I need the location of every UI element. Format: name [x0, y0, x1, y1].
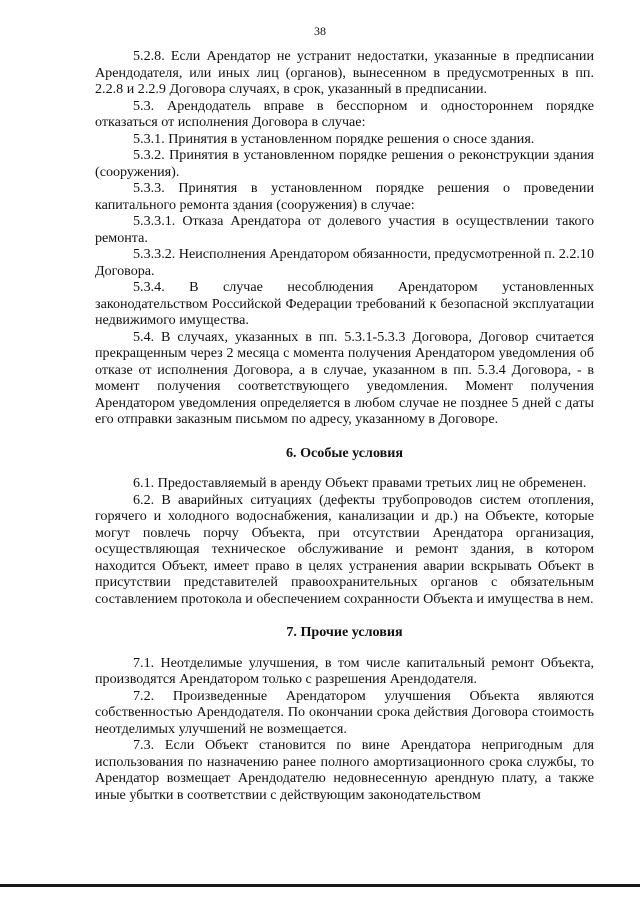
paragraph-6-1: 6.1. Предоставляемый в аренду Объект правами третьих лиц не обременен. — [133, 475, 587, 491]
paragraph-7-1: 7.1. Неотделимые улучшения, в том числе капитальный ремонт Объекта, производятся Арендатором только с разрешения Арендодателя. — [95, 654, 594, 687]
paragraph-5-4: 5.4. В случаях, указанных в пп. 5.3.1-5.3.3 Договора, Договор считается прекращенным через 2 месяца с момента получения Арендатором уведомления об отказе от исполнения Договора, а в случае, указанном в пп. 5.3.4 Договора, - в момент получения соответствующего уведомления. Момент получения Арендатором уведомления определяется в любом случае не позднее 5 дней с даты его отправки заказным письмом по адресу, указанному в Договоре. — [95, 328, 594, 427]
page-number: 38 — [314, 24, 326, 38]
paragraph-7-3: 7.3. Если Объект становится по вине Арендатора непригодным для использования по назначению ранее полного амортизационного срока службы, то Арендатор возмещает Арендодателю недовнесенную арендную плату, а также иные убытки в соответствии с действующим законодательством — [95, 737, 594, 803]
paragraph-5-3-3: 5.3.3. Принятия в установленном порядке решения о проведении капитального ремонта здания (сооружения) в случае: — [95, 180, 594, 213]
paragraph-5-3: 5.3. Арендодатель вправе в бесспорном и одностороннем порядке отказаться от исполнения Договора в случае: — [95, 97, 594, 130]
paragraph-5-3-2: 5.3.2. Принятия в установленном порядке решения о реконструкции здания (сооружения). — [95, 147, 594, 180]
paragraph-5-3-3-2: 5.3.3.2. Неисполнения Арендатором обязанности, предусмотренной п. 2.2.10 Договора. — [95, 246, 594, 279]
paragraph-6-2: 6.2. В аварийных ситуациях (дефекты трубопроводов систем отопления, горячего и холодного водоснабжения, канализации и др.) на Объекте, которые могут повлечь порчу Объекта, при отсутствии Арендатора организация, осуществляющая техническое обслуживание и ремонт здания, в котором находится Объект, имеет право в целях устранения аварии вскрывать Объект в присутствии представителей правоохранительных органов с обязательным составлением протокола и обеспечением сохранности Объекта и имущества в нем. — [95, 491, 594, 607]
section-heading-7: 7. Прочие условия — [286, 624, 403, 640]
document-body — [95, 48, 594, 803]
paragraph-5-3-3-1: 5.3.3.1. Отказа Арендатора от долевого участия в осуществлении такого ремонта. — [95, 213, 594, 246]
paragraph-5-3-1: 5.3.1. Принятия в установленном порядке решения о сносе здания. — [133, 130, 535, 147]
paragraph-7-2: 7.2. Произведенные Арендатором улучшения Объекта являются собственностью Арендодателя. По окончании срока действия Договора стоимость неотделимых улучшений не возмещается. — [95, 687, 594, 737]
bottom-divider — [0, 884, 640, 887]
paragraph-5-2-8: 5.2.8. Если Арендатор не устранит недостатки, указанные в предписании Арендодателя, или иных лиц (органов), вынесенном в предусмотренных в пп. 2.2.8 и 2.2.9 Договора случаях, в срок, указанный в предписании. — [95, 48, 594, 97]
section-heading-6: 6. Особые условия — [285, 444, 404, 461]
paragraph-5-3-4: 5.3.4. В случае несоблюдения Арендатором установленных законодательством Российской Федерации требований к безопасной эксплуатации недвижимого имущества. — [95, 279, 594, 328]
